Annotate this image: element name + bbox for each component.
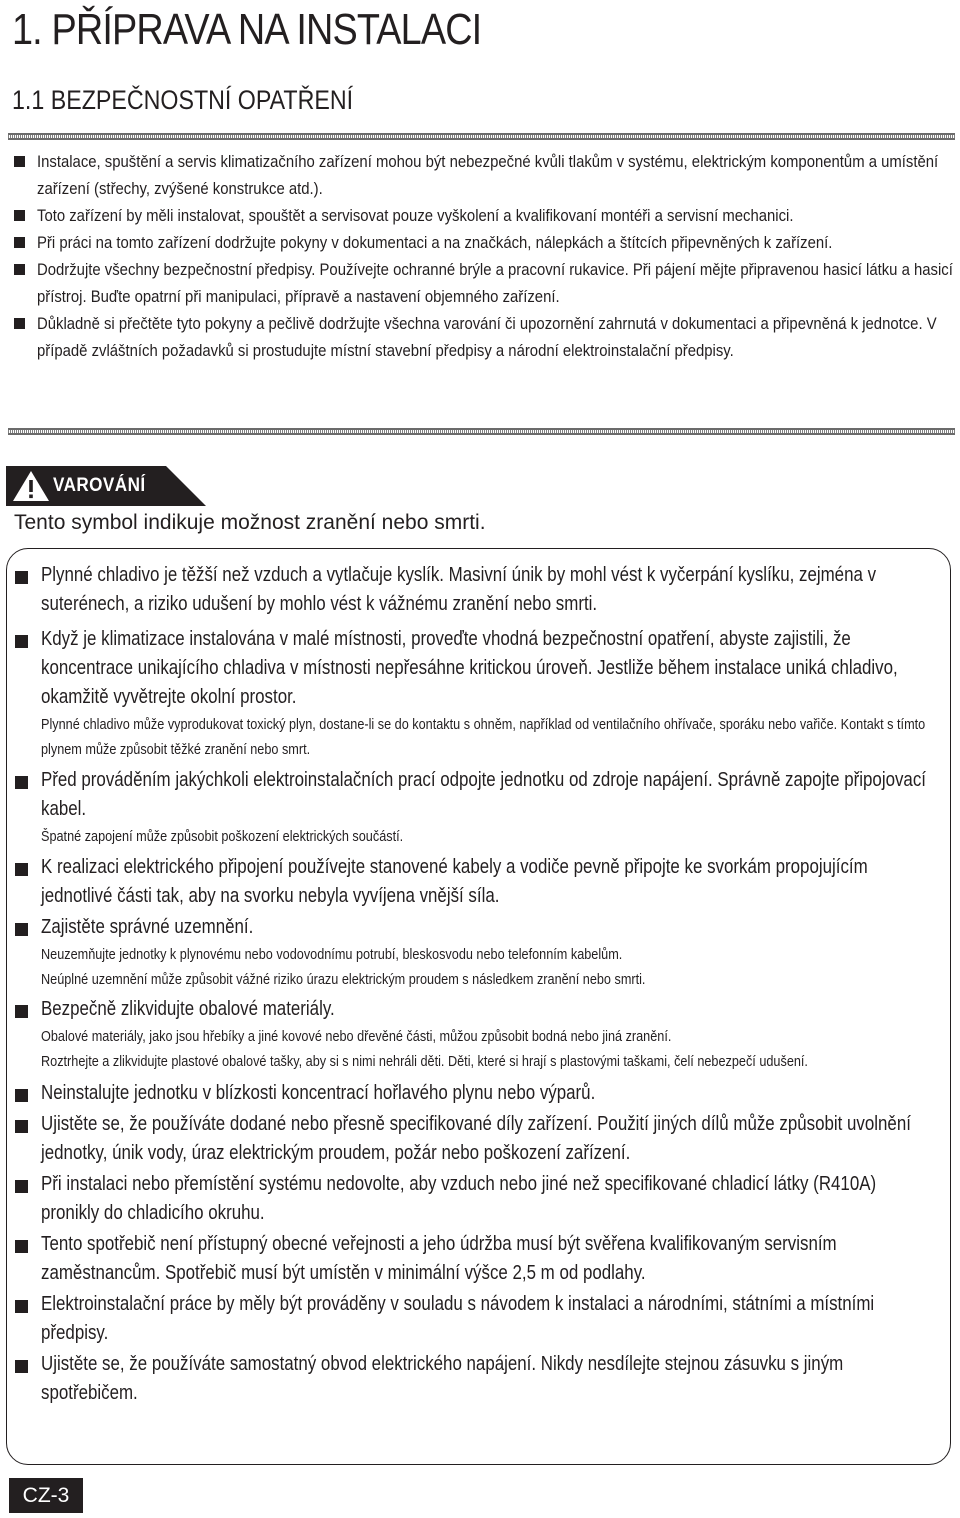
bullet-square-icon [15,635,28,648]
list-item: Ujistěte se, že používáte samostatný obvod elektrického napájení. Nikdy nesdílejte stejnou zásuvku s jiným spotřebičem. [14,1350,954,1408]
list-item: Plynné chladivo je těžší než vzduch a vytlačuje kyslík. Masivní únik by mohl vést k vyčerpání kyslíku, zejména v suterénech, a riziko udušení by mohlo vést k vážnému zranění nebo smrti. [14,561,954,619]
bullet-square-icon [15,1180,28,1193]
bullet-square-icon [15,923,28,936]
intro-item: Dodržujte všechny bezpečnostní předpisy. Používejte ochranné brýle a pracovní rukavice. Při pájení mějte připravenou hasicí látku a hasicí přístroj. Buďte opatrní při manipulaci, přípravě a nastavení objemného zařízení. [12,256,952,310]
bullet-square-icon [15,1300,28,1313]
top-divider [8,133,955,140]
intro-item: Instalace, spuštění a servis klimatizačního zařízení mohou být nebezpečné kvůli tlakům v systému, elektrickým komponentům a umístění zařízení (střechy, zvýšené konstrukce atd.). [12,148,952,202]
bullet-square-icon [15,571,28,584]
list-item: Bezpečně zlikvidujte obalové materiály. Obalové materiály, jako jsou hřebíky a jiné kovové nebo dřevěné části, můžou způsobit bodná nebo jiná zranění. Roztrhejte a zlikvidujte plastové obalové tašky, aby si s nimi nehráli děti. Děti, které si hrají s plastovými taškami, čelí nebezpečí udušení. [14,995,954,1074]
bullet-square-icon [15,863,28,876]
list-item: Když je klimatizace instalována v malé místnosti, proveďte vhodná bezpečnostní opatření, abyste zajistili, že koncentrace unikajícího chladiva v místnosti nepřesáhne kritickou úroveň. Jestliže během instalace uniká chladivo, okamžitě vyvětrejte okolní prostor. Plynné chladivo může vyprodukovat toxický plyn, dostane-li se do kontaktu s ohněm, například od ventilačního ohřívače, sporáku nebo vařiče. Kontakt s tímto plynem může způsobit těžké zranění nebo smrt. [14,625,954,762]
bottom-divider [8,428,955,435]
list-item: Neinstalujte jednotku v blízkosti koncentrací hořlavého plynu nebo výparů. [14,1079,954,1108]
warning-symbol-text: Tento symbol indikuje možnost zranění nebo smrti. [14,511,486,534]
page-number-badge: CZ-3 [9,1478,83,1513]
bullet-square-icon [15,1360,28,1373]
list-item: Při instalaci nebo přemístění systému nedovolte, aby vzduch nebo jiné než specifikované chladicí látky (R410A) pronikly do chladicího okruhu. [14,1170,954,1228]
bullet-square-icon [15,1240,28,1253]
intro-item: Důkladně si přečtěte tyto pokyny a pečlivě dodržujte všechna varování či upozornění zahrnutá v dokumentaci a připevněná k jednotce. V případě zvláštních požadavků si prostudujte místní stavební předpisy a národní elektroinstalační předpisy. [12,310,952,364]
intro-item: Při práci na tomto zařízení dodržujte pokyny v dokumentaci a na značkách, nálepkách a štítcích připevněných k zařízení. [12,229,952,256]
bullet-square-icon [14,318,25,329]
list-item: Tento spotřebič není přístupný obecné veřejnosti a jeho údržba musí být svěřena kvalifikovaným servisním zaměstnancům. Spotřebič musí být umístěn v minimální výšce 2,5 m od podlahy. [14,1230,954,1288]
page-title: 1. PŘÍPRAVA NA INSTALACI [12,5,482,54]
bullet-square-icon [15,1005,28,1018]
intro-list [12,148,952,364]
list-item: Zajistěte správné uzemnění. Neuzemňujte jednotky k plynovému nebo vodovodnímu potrubí, bleskosvodu nebo telefonním kabelům. Neúplné uzemnění může způsobit vážné riziko úrazu elektrickým proudem s následkem zranění nebo smrti. [14,913,954,992]
bullet-square-icon [14,237,25,248]
section-subtitle: 1.1 BEZPEČNOSTNÍ OPATŘENÍ [12,85,354,115]
intro-item: Toto zařízení by měli instalovat, spouštět a servisovat pouze vyškolení a kvalifikovaní montéři a servisní mechanici. [12,202,952,229]
list-item: K realizaci elektrického připojení používejte stanovené kabely a vodiče pevně připojte ke svorkám propojujícím jednotlivé části tak, aby na svorku nebyla vyvíjena vnější síla. [14,853,954,911]
bullet-square-icon [15,1120,28,1133]
bullet-square-icon [14,210,25,221]
warning-list [14,561,954,1408]
list-item: Elektroinstalační práce by měly být prováděny v souladu s návodem k instalaci a národními, státními a místními předpisy. [14,1290,954,1348]
bullet-square-icon [15,1089,28,1102]
list-item: Ujistěte se, že používáte dodané nebo přesně specifikované díly zařízení. Použití jiných dílů může způsobit uvolnění jednotky, únik vody, úraz elektrickým proudem, požár nebo poškození zařízení. [14,1110,954,1168]
bullet-square-icon [15,776,28,789]
bullet-square-icon [14,156,25,167]
list-item: Před prováděním jakýchkoli elektroinstalačních prací odpojte jednotku od zdroje napájení. Správně zapojte připojovací kabel. Špatné zapojení může způsobit poškození elektrických součástí. [14,766,954,849]
warning-label: VAROVÁNÍ [53,475,146,496]
bullet-square-icon [14,264,25,275]
